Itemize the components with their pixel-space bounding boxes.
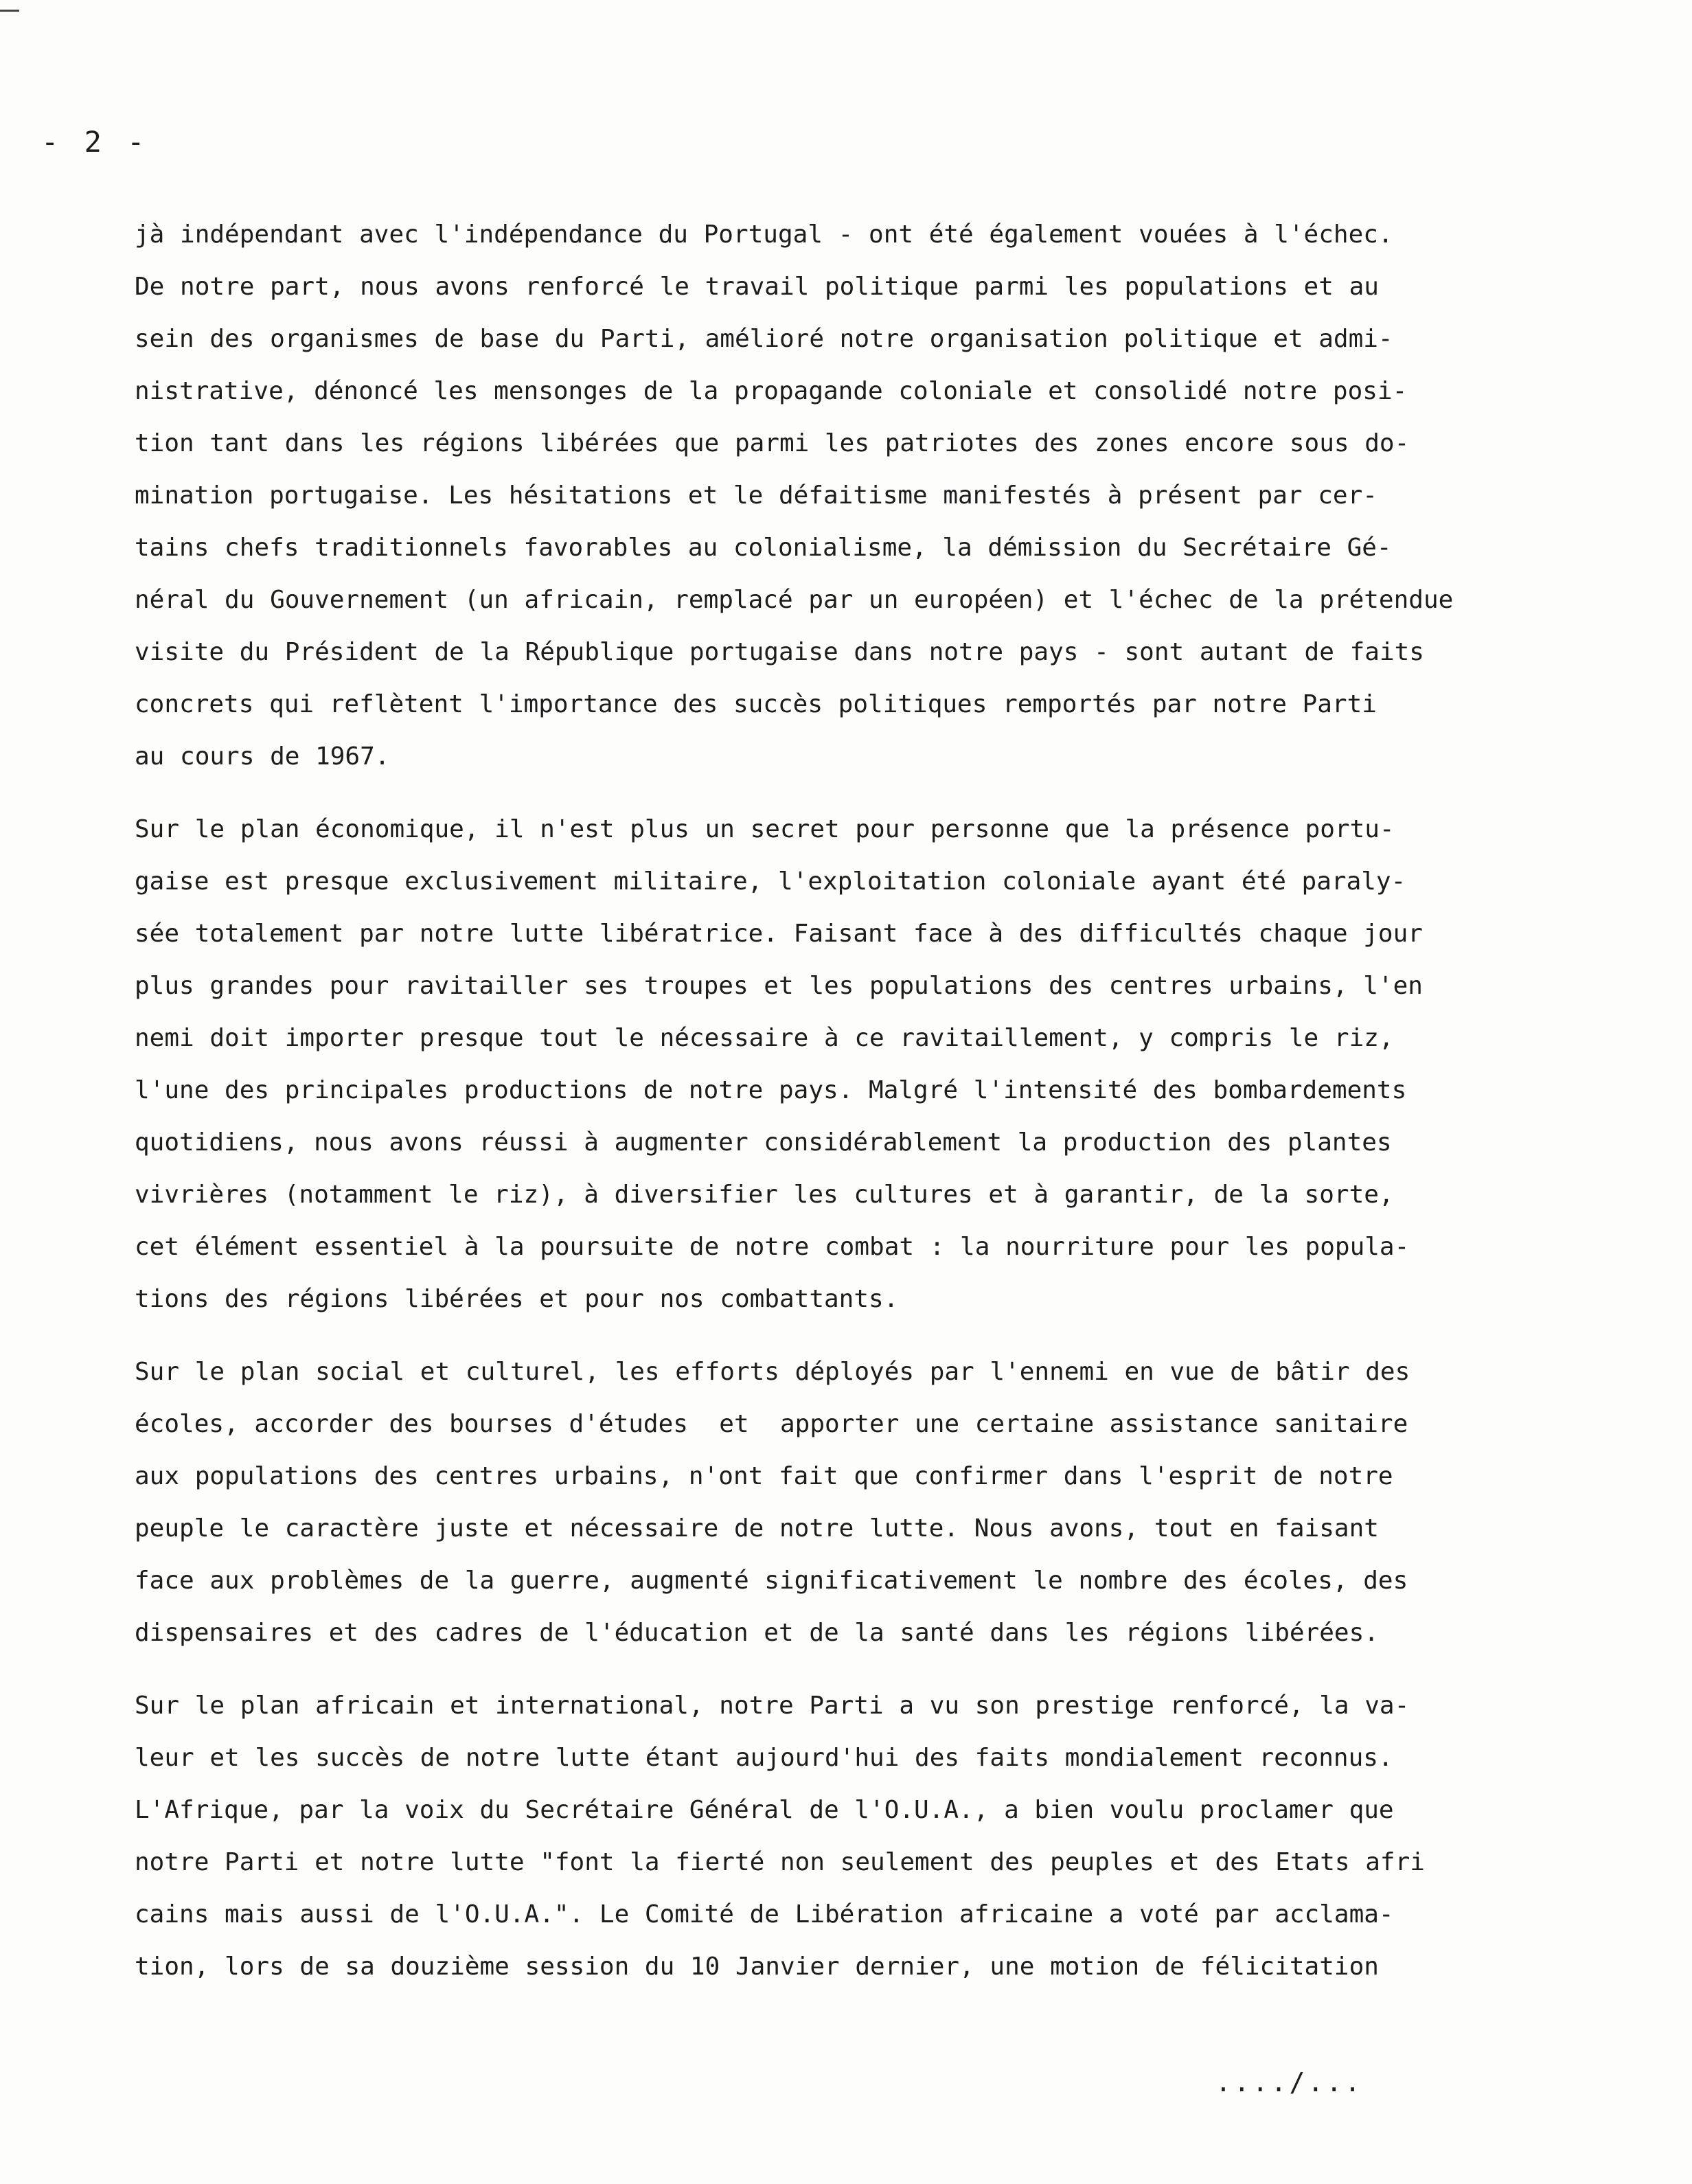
paragraph-3-line-4: peuple le caractère juste et nécessaire de notre lutte. Nous avons, tout en faisant [135,1514,1379,1543]
paragraph-3-line-5: face aux problèmes de la guerre, augmenté significativement le nombre des écoles, des [135,1567,1408,1595]
paragraph-4-line-4: notre Parti et notre lutte "font la fierté non seulement des peuples et des Etats afri [135,1848,1425,1876]
paragraph-4-line-3: L'Afrique, par la voix du Secrétaire Général de l'O.U.A., a bien voulu proclamer que [135,1796,1394,1824]
paragraph-2-line-6: l'une des principales productions de notre pays. Malgré l'intensité des bombardements [135,1076,1407,1104]
paragraph-1-line-3: sein des organismes de base du Parti, amélioré notre organisation politique et admi- [135,325,1393,353]
paragraph-2-line-10: tions des régions libérées et pour nos combattants. [135,1285,899,1313]
paragraph-1-line-1: jà indépendant avec l'indépendance du Portugal - ont été également vouées à l'échec. [135,220,1393,249]
paragraph-4-line-6: tion, lors de sa douzième session du 10 Janvier dernier, une motion de félicitation [135,1953,1379,1981]
paragraph-2-line-9: cet élément essentiel à la poursuite de notre combat : la nourriture pour les popula- [135,1233,1410,1261]
paragraph-2-line-3: sée totalement par notre lutte libératrice. Faisant face à des difficultés chaque jour [135,920,1423,948]
paragraph-2-line-2: gaise est presque exclusivement militaire, l'exploitation coloniale ayant été paraly- [135,867,1406,896]
paragraph-3-line-2: écoles, accorder des bourses d'études et apporter une certaine assistance sanitaire [135,1410,1408,1438]
paragraph-1-line-5: tion tant dans les régions libérées que parmi les patriotes des zones encore sous do- [135,429,1410,457]
paragraph-1-line-4: nistrative, dénoncé les mensonges de la propagande coloniale et consolidé notre posi- [135,377,1408,405]
paragraph-1-line-9: visite du Président de la République portugaise dans notre pays - sont autant de faits [135,638,1424,666]
paragraph-2-line-1: Sur le plan économique, il n'est plus un secret pour personne que la présence portu- [135,815,1395,843]
paragraph-1-line-11: au cours de 1967. [135,742,390,771]
paragraph-1-line-10: concrets qui reflètent l'importance des succès politiques remportés par notre Parti [135,690,1377,718]
paragraph-4-line-5: cains mais aussi de l'O.U.A.". Le Comité de Libération africaine a voté par acclama- [135,1900,1394,1929]
paragraph-1-line-7: tains chefs traditionnels favorables au colonialisme, la démission du Secrétaire Gé- [135,534,1392,562]
paragraph-2-line-7: quotidiens, nous avons réussi à augmenter considérablement la production des plantes [135,1128,1392,1157]
paragraph-2-line-8: vivrières (notamment le riz), à diversifier les cultures et à garantir, de la sorte, [135,1181,1394,1209]
scan-edge-mark [0,10,19,12]
paragraph-1-line-8: néral du Gouvernement (un africain, remplacé par un européen) et l'échec de la prétendue [135,586,1454,614]
paragraph-4-line-1: Sur le plan africain et international, notre Parti a vu son prestige renforcé, la va- [135,1692,1410,1720]
page-number: - 2 - [41,125,149,159]
paragraph-2-line-4: plus grandes pour ravitailler ses troupes et les populations des centres urbains, l'en [135,972,1423,1000]
paragraph-1-line-2: De notre part, nous avons renforcé le travail politique parmi les populations et au [135,273,1379,301]
paragraph-1-line-6: mination portugaise. Les hésitations et le défaitisme manifestés à présent par cer- [135,481,1377,510]
paragraph-3-line-3: aux populations des centres urbains, n'ont fait que confirmer dans l'esprit de notre [135,1462,1393,1490]
paragraph-3-line-6: dispensaires et des cadres de l'éducation et de la santé dans les régions libérées. [135,1619,1379,1647]
paragraph-2-line-5: nemi doit importer presque tout le nécessaire à ce ravitaillement, y compris le riz, [135,1024,1394,1052]
paragraph-4-line-2: leur et les succès de notre lutte étant aujourd'hui des faits mondialement reconnus. [135,1744,1393,1772]
paragraph-3-line-1: Sur le plan social et culturel, les efforts déployés par l'ennemi en vue de bâtir des [135,1358,1410,1386]
continuation-marker: ..../... [1215,2067,1364,2097]
